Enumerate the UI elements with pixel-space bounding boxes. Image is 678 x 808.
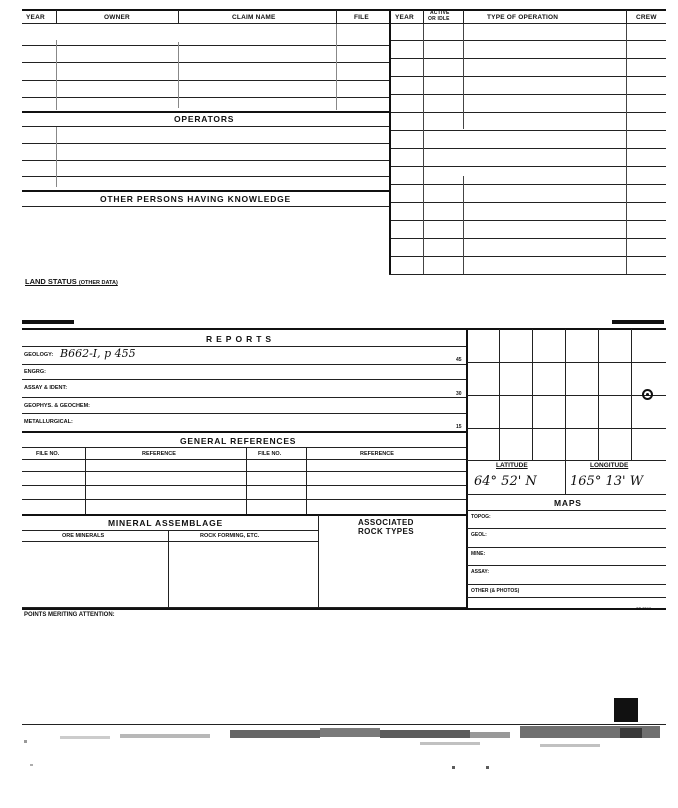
mineral-rule [22,530,318,531]
geology-label: GEOLOGY: [24,352,54,358]
operation-row-line [391,76,666,77]
form-code: SP 7010 [636,606,652,611]
grid-line-h [467,460,666,461]
general-references-top-rule [22,431,466,433]
general-references-rule [22,447,466,448]
maps-rule [467,510,666,511]
operation-row-line [391,184,666,185]
bottom-rule [22,608,666,610]
ref-col-reference-2: REFERENCE [360,451,394,457]
header-divider [336,10,337,23]
ref-col-divider [306,448,307,514]
operation-row-line [391,256,666,257]
maps-assay-label: ASSAY: [471,569,490,575]
header-rule [22,23,666,24]
grid-line-h [467,362,666,363]
latitude-label: LATITUDE [496,462,528,469]
operator-row-line [22,160,389,161]
header-divider [178,10,179,23]
owner-row-line [22,80,389,81]
col-header-year-2: YEAR [395,14,414,21]
reports-row-line [22,379,466,380]
header-divider [626,10,627,23]
col-header-owner: OWNER [104,14,130,21]
associated-label-line2: ROCK TYPES [358,527,415,536]
maps-row-line [467,584,666,585]
land-status-note: (OTHER DATA) [78,280,118,286]
land-status-heading [25,277,118,286]
margin-number-45: 45 [456,357,462,363]
operation-row-line [391,202,666,203]
operation-col-line [463,24,464,129]
owner-row-line [22,97,389,98]
col-header-active: ACTIVE [430,10,450,16]
points-meriting-attention-label: POINTS MERITING ATTENTION: [24,612,115,618]
operators-top-rule [22,111,389,113]
mineral-top-rule [22,514,466,516]
operation-row-line [391,148,666,149]
owner-col-tick [178,42,179,108]
rock-forming-label: ROCK FORMING, ETC. [200,533,260,539]
center-divider [389,10,391,275]
section-mineral-assemblage: MINERAL ASSEMBLAGE [108,518,223,528]
reports-maps-divider [466,329,468,608]
operation-col-line [423,24,424,274]
header-divider [423,10,424,23]
operation-row-line [391,220,666,221]
margin-number-30: 30 [456,391,462,397]
ref-col-divider [246,448,247,514]
section-maps: MAPS [554,498,582,508]
owner-col-tick [336,24,337,110]
maps-mine-label: MINE: [471,551,486,557]
col-header-year: YEAR [26,14,45,21]
ref-col-file-no-2: FILE NO. [258,451,282,457]
section-reports: REPORTS [206,334,276,344]
maps-other-label: OTHER (& PHOTOS) [471,588,520,594]
mineral-associated-divider [318,515,319,607]
assay-ident-label: ASSAY & IDENT: [24,385,68,391]
land-status-label: LAND STATUS [25,277,77,286]
scan-noise-band [0,690,678,790]
ref-col-reference-1: REFERENCE [142,451,176,457]
owner-row-line [22,45,389,46]
header-divider [56,10,57,23]
operation-row-line [391,166,666,167]
operator-row-line [22,176,389,177]
operation-row-line [391,94,666,95]
operation-row-line [391,130,666,131]
longitude-label: LONGITUDE [590,462,629,469]
ref-row-line [22,471,466,472]
other-persons-rule [22,206,389,207]
longitude-handwritten-value: 165° 13' W [570,474,644,489]
ref-row-line [22,499,466,500]
col-header-claim-name: CLAIM NAME [232,14,276,21]
owner-col-tick [56,40,57,110]
owner-row-line [22,62,389,63]
maps-row-line [467,597,666,598]
operation-col-line [463,176,464,274]
maps-row-line [467,528,666,529]
mineral-col-divider [168,531,169,607]
operation-row-line [391,238,666,239]
ref-header-rule [22,459,466,460]
reports-row-line [22,413,466,414]
col-header-crew: CREW [636,14,657,21]
operation-row-line [391,58,666,59]
ref-row-line [22,485,466,486]
section-general-references: GENERAL REFERENCES [180,436,297,446]
col-header-type-of-operation: TYPE OF OPERATION [487,14,559,21]
decorative-bar [22,320,74,324]
reports-row-line [22,364,466,365]
col-header-or-idle: OR IDLE [428,16,450,22]
mineral-header-rule [22,541,318,542]
operators-rule [22,126,389,127]
geophys-label: GEOPHYS. & GEOCHEM: [24,403,91,409]
reports-top-rule [22,328,666,330]
operator-row-line [22,143,389,144]
col-header-file: FILE [354,14,369,21]
ref-col-divider [85,448,86,514]
operation-bottom [389,274,666,275]
ref-col-file-no-1: FILE NO. [36,451,60,457]
metallurgical-label: METALLURGICAL: [24,419,73,425]
associated-label-line1: ASSOCIATED [358,518,414,527]
operation-col-line [626,24,627,274]
operator-col-tick [56,127,57,187]
operation-row-line [391,112,666,113]
engrg-label: ENGRG: [24,369,46,375]
maps-row-line [467,565,666,566]
operation-row-line [391,40,666,41]
ore-minerals-label: ORE MINERALS [62,533,105,539]
maps-top-rule [467,494,666,495]
maps-geol-label: GEOL: [471,532,487,538]
section-operators: OPERATORS [174,114,235,124]
grid-line-h [467,428,666,429]
grid-line-h [467,395,666,396]
section-other-persons: OTHER PERSONS HAVING KNOWLEDGE [100,194,292,204]
decorative-bar [612,320,664,324]
margin-number-15: 15 [456,424,462,430]
maps-topog-label: TOPOG: [471,514,491,520]
geology-handwritten-value: B662-I, p 455 [60,347,136,360]
latlon-divider [565,461,566,494]
other-persons-top-rule [22,190,389,192]
top-border [22,9,666,11]
location-circle-icon [642,389,653,400]
header-divider [463,10,464,23]
latitude-handwritten-value: 64° 52' N [474,474,537,489]
maps-row-line [467,547,666,548]
reports-row-line [22,397,466,398]
